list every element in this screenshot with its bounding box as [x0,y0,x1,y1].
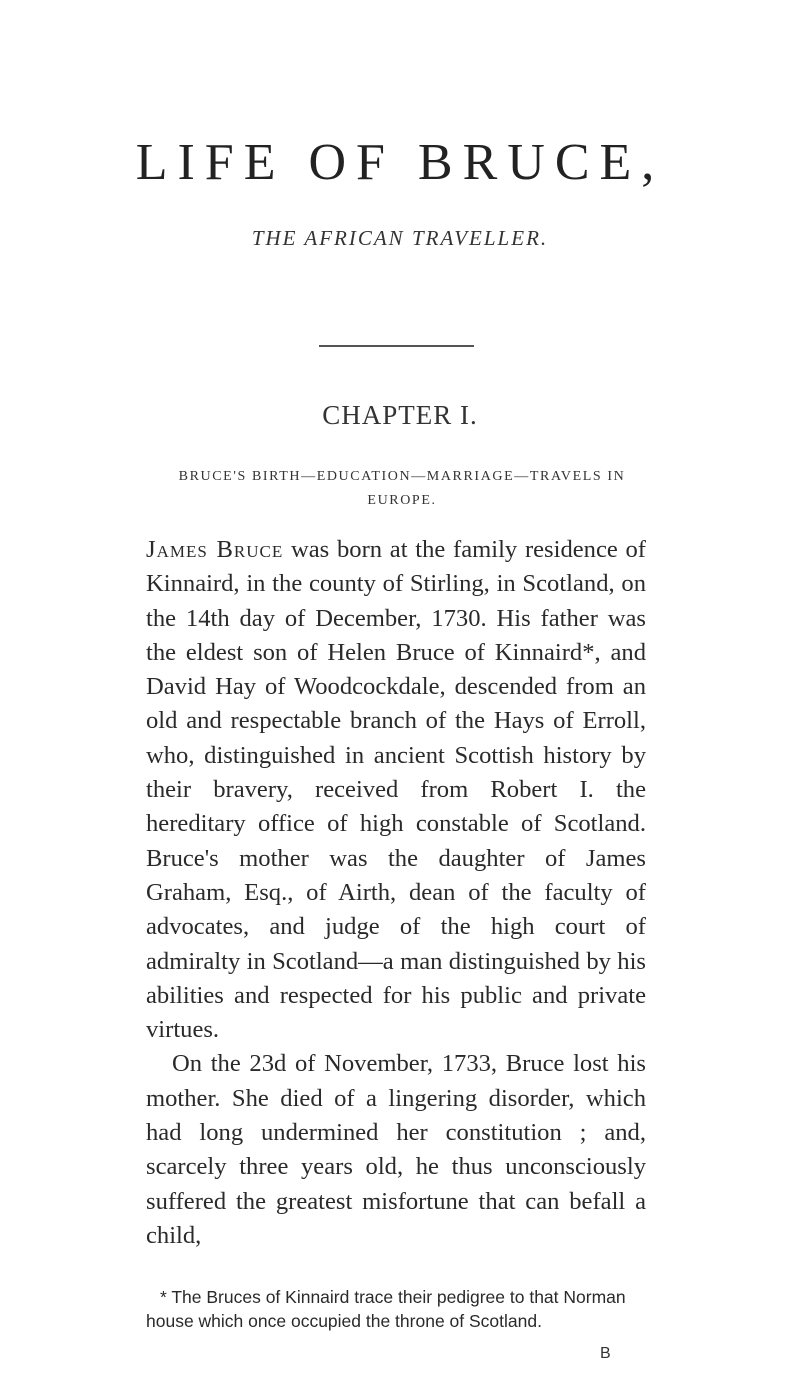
footnote: * The Bruces of Kinnaird trace their pedigree to that Norman house which once occupied the throne of Scotland. [146,1287,626,1331]
paragraph-1-text: was born at the family residence of Kinnaird, in the county of Stirling, in Scotland, on the 14th day of December, 1730. His father was the eldest son of Helen Bruce of Kinnaird*, and David Hay of Woodcockdale, descended from an old and respectable branch of the Hays of Erroll, who, distinguished in ancient Scottish history by their bravery, received from Robert I. the hereditary office of high constable of Scotland. Bruce's mother was the daughter of James Graham, Esq., of Airth, dean of the faculty of advocates, and judge of the high court of admiralty in Scotland—a man distinguished by his abilities and respected for his public and private virtues. [146,536,646,1044]
signature-mark: B [600,1345,611,1362]
paragraph-1 [146,533,646,1047]
chapter-heading: CHAPTER I. [322,400,478,430]
paragraph-2: On the 23d of November, 1733, Bruce lost his mother. She died of a lingering disorder, which had long undermined her constitution ; and, scarcely three years old, he thus unconsciously suffered the greatest misfortune that can befall a child, [146,1050,646,1249]
body-text [146,533,646,1253]
chapter-synopsis: BRUCE'S BIRTH—EDUCATION—MARRIAGE—TRAVELS IN EUROPE. [178,469,626,508]
book-subtitle: THE AFRICAN TRAVELLER. [251,226,549,250]
title-divider [319,345,474,347]
paragraph-lead: James Bruce [146,536,284,563]
book-title: LIFE OF BRUCE, [135,134,665,191]
